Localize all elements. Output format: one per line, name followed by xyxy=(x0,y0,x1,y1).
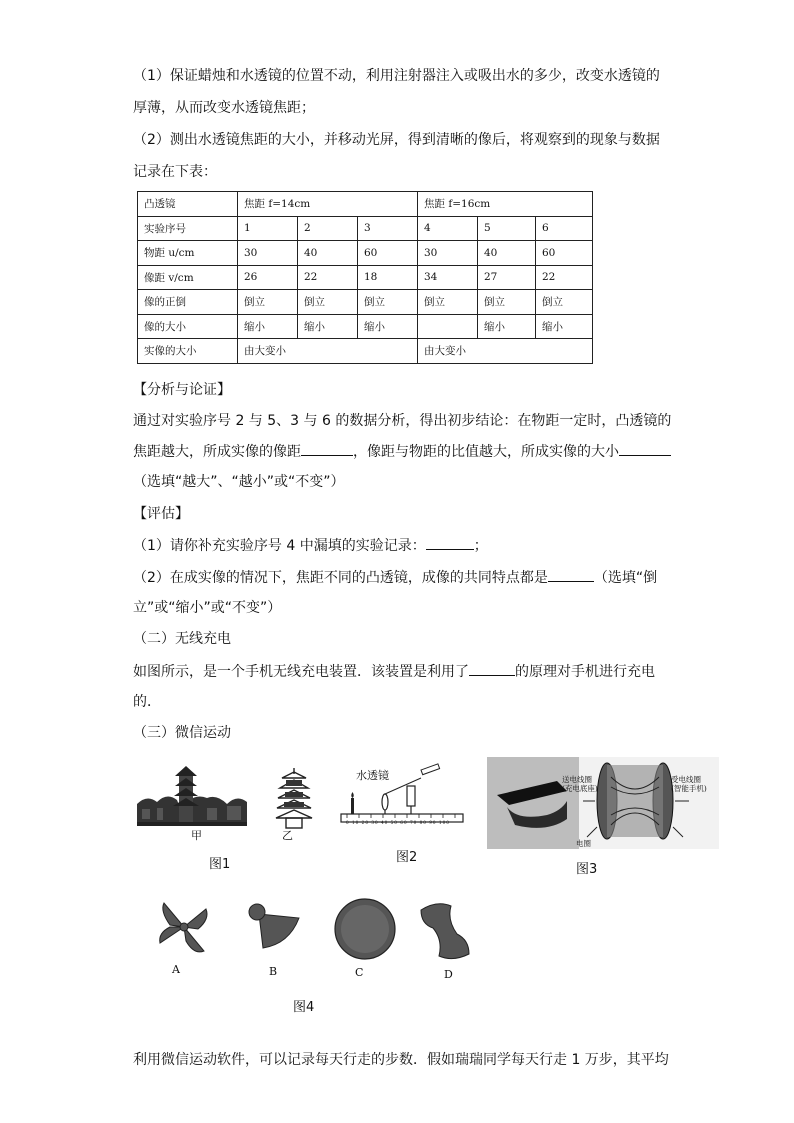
table-row xyxy=(138,290,593,315)
figure1-label-yi: 乙 xyxy=(282,829,293,842)
fill-blank xyxy=(619,441,671,456)
evaluation-q2-pre: （2）在成实像的情况下，焦距不同的凸透镜，成像的共同特点都是 xyxy=(133,570,548,586)
table-row xyxy=(138,216,593,241)
wireless-line1 xyxy=(133,661,663,682)
table-cell: 倒立 xyxy=(298,290,358,315)
fill-blank xyxy=(426,535,474,550)
figure4-option-b-label: B xyxy=(269,965,278,978)
experiment-table xyxy=(137,191,593,364)
fill-blank xyxy=(301,441,353,456)
evaluation-q1-pre: （1）请你补充实验序号 4 中漏填的实验记录： xyxy=(133,538,426,554)
table-cell: 30 xyxy=(418,241,478,266)
figure2-caption: 图2 xyxy=(396,850,418,865)
figure3-wireless-charging-image xyxy=(487,757,719,849)
table-cell: 34 xyxy=(418,265,478,290)
table-cell: 缩小 xyxy=(298,314,358,339)
table-cell: 18 xyxy=(358,265,418,290)
figure3-label-receive-coil-text: 受电线圈 xyxy=(671,775,701,784)
analysis-line2 xyxy=(133,441,663,462)
analysis-line2-pre: 焦距越大，所成实像的像距 xyxy=(133,444,301,460)
figure2-scale-labels: 0 10 20 30 40 50 60 70 80 90 100 xyxy=(346,820,450,825)
evaluation-q1 xyxy=(133,535,663,556)
table-cell: 倒立 xyxy=(238,290,298,315)
evaluation-q2-post: （选填“倒 xyxy=(593,570,658,586)
section3-heading: （三）微信运动 xyxy=(133,725,231,741)
table-cell-empty xyxy=(418,314,478,339)
table-cell: 由大变小 xyxy=(238,339,418,364)
wireless-line1-post: 的原理对手机进行充电 xyxy=(515,664,655,680)
table-cell: 22 xyxy=(536,265,593,290)
table-cell: 60 xyxy=(358,241,418,266)
table-cell: 焦距 f=16cm xyxy=(418,192,593,217)
figure4-option-d-label: D xyxy=(444,968,453,981)
table-cell: 缩小 xyxy=(238,314,298,339)
figure4-option-c-label: C xyxy=(355,966,364,979)
section2-heading: （二）无线充电 xyxy=(133,631,231,647)
analysis-line3: （选填“越大”、“越小”或“不变”） xyxy=(133,474,345,490)
table-cell: 60 xyxy=(536,241,593,266)
analysis-heading: 【分析与论证】 xyxy=(133,382,231,398)
figure1-caption: 图1 xyxy=(209,857,231,872)
table-cell: 像的大小 xyxy=(138,314,238,339)
table-cell: 缩小 xyxy=(358,314,418,339)
paragraph-step2-line2: 记录在下表： xyxy=(133,164,217,180)
table-cell: 缩小 xyxy=(478,314,536,339)
figure4-caption: 图4 xyxy=(293,1000,315,1015)
wireless-line1-pre: 如图所示，是一个手机无线充电装置．该装置是利用了 xyxy=(133,664,469,680)
table-cell: 由大变小 xyxy=(418,339,593,364)
wireless-line2: 的． xyxy=(133,694,161,710)
table-cell: 27 xyxy=(478,265,536,290)
figure4-option-d-shape xyxy=(417,900,473,962)
evaluation-q2-line2: 立”或“缩小”或“不变”） xyxy=(133,600,282,616)
table-cell: 40 xyxy=(478,241,536,266)
paragraph-step2-line1: （2）测出水透镜焦距的大小，并移动光屏，得到清晰的像后，将观察到的现象与数据 xyxy=(133,132,660,148)
table-cell: 2 xyxy=(298,216,358,241)
figure3-label-receive-coil xyxy=(671,775,707,793)
figure3-label-receive-coil-sub: (智能手机) xyxy=(671,784,707,793)
figure3-label-coil-bottom: 电圈 xyxy=(576,839,591,848)
table-cell: 像距 v/cm xyxy=(138,265,238,290)
evaluation-heading: 【评估】 xyxy=(133,506,189,522)
table-cell: 缩小 xyxy=(536,314,593,339)
table-cell: 倒立 xyxy=(418,290,478,315)
table-cell: 物距 u/cm xyxy=(138,241,238,266)
figure4-option-a-shape xyxy=(156,897,212,957)
figure4-option-b-shape xyxy=(243,900,301,950)
figure1-pagoda-image xyxy=(137,764,272,839)
table-row xyxy=(138,241,593,266)
table-cell: 像的正倒 xyxy=(138,290,238,315)
fill-blank xyxy=(469,661,515,676)
figure2-label-water-lens: 水透镜 xyxy=(356,769,389,782)
paragraph-step1-line1: （1）保证蜡烛和水透镜的位置不动，利用注射器注入或吸出水的多少，改变水透镜的 xyxy=(133,68,660,84)
figure4-option-c-shape xyxy=(333,897,397,961)
table-cell: 26 xyxy=(238,265,298,290)
table-cell: 实像的大小 xyxy=(138,339,238,364)
table-cell: 倒立 xyxy=(358,290,418,315)
evaluation-q1-post: ； xyxy=(473,538,488,554)
table-cell: 30 xyxy=(238,241,298,266)
table-cell: 1 xyxy=(238,216,298,241)
figure3-label-transmit-coil-sub: (充电底座) xyxy=(562,784,598,793)
table-cell: 4 xyxy=(418,216,478,241)
table-row xyxy=(138,339,593,364)
analysis-line1: 通过对实验序号 2 与 5、3 与 6 的数据分析，得出初步结论：在物距一定时，凸透镜的 xyxy=(133,413,672,429)
fill-blank xyxy=(548,567,594,582)
table-cell: 22 xyxy=(298,265,358,290)
table-cell: 倒立 xyxy=(536,290,593,315)
table-row xyxy=(138,265,593,290)
figure3-label-transmit-coil-text: 送电线圈 xyxy=(562,775,592,784)
evaluation-q2-line1 xyxy=(133,567,663,588)
table-cell: 实验序号 xyxy=(138,216,238,241)
table-cell: 6 xyxy=(536,216,593,241)
table-cell: 焦距 f=14cm xyxy=(238,192,418,217)
table-cell: 3 xyxy=(358,216,418,241)
table-row xyxy=(138,192,593,217)
paragraph-step1-line2: 厚薄，从而改变水透镜焦距； xyxy=(133,100,315,116)
analysis-line2-mid: ，像距与物距的比值越大，所成实像的大小 xyxy=(353,444,619,460)
table-row xyxy=(138,314,593,339)
table-cell: 5 xyxy=(478,216,536,241)
figure1-label-jia: 甲 xyxy=(191,829,202,842)
figure4-option-a-label: A xyxy=(172,963,180,976)
wechat-steps-line: 利用微信运动软件，可以记录每天行走的步数．假如瑞瑞同学每天行走 1 万步，其平均 xyxy=(133,1052,669,1068)
figure1-pagoda-outline-image xyxy=(272,766,317,832)
table-cell: 40 xyxy=(298,241,358,266)
figure3-label-transmit-coil xyxy=(562,775,598,793)
table-cell: 凸透镜 xyxy=(138,192,238,217)
figure3-caption: 图3 xyxy=(576,862,598,877)
table-cell: 倒立 xyxy=(478,290,536,315)
